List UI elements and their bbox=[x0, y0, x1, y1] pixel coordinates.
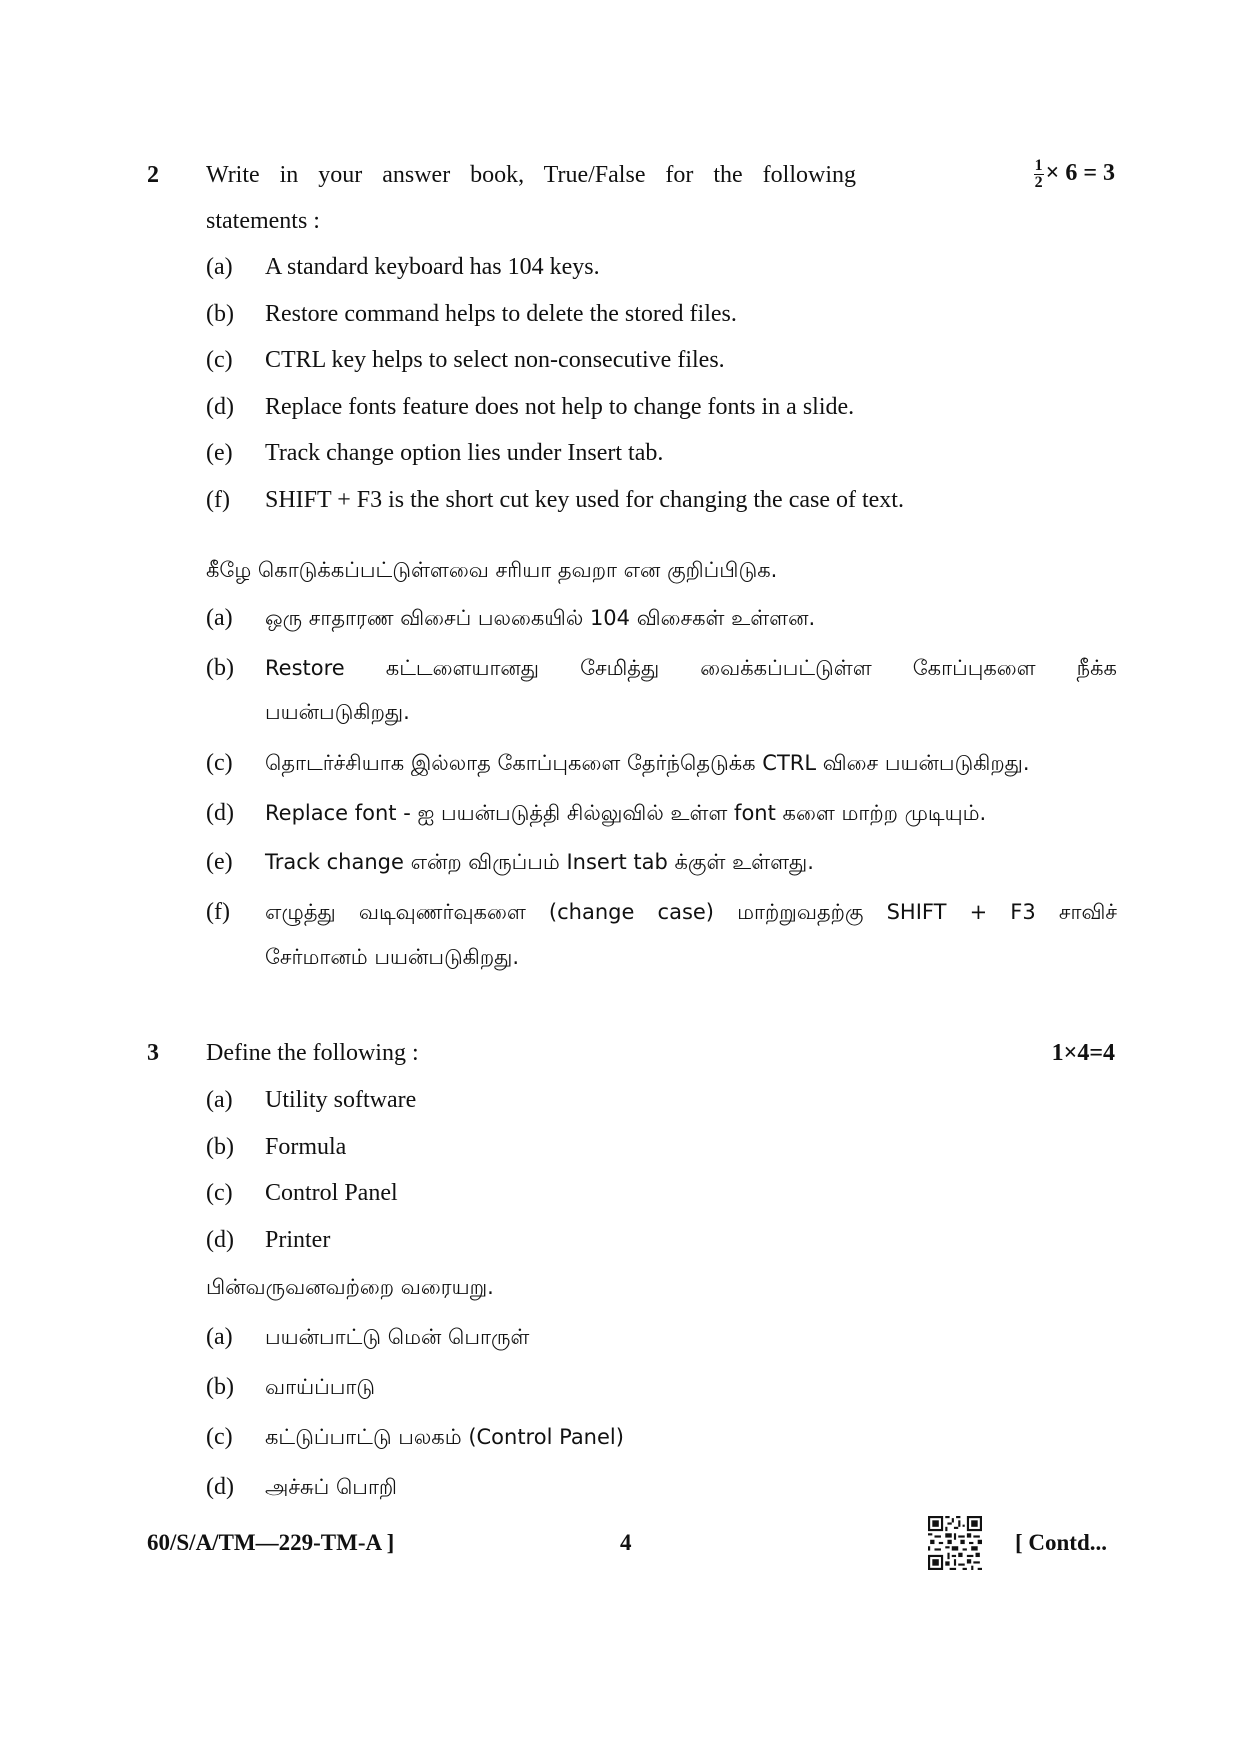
q3-ta-label-b: (b) bbox=[206, 1374, 234, 1400]
q3-ta-item-d: அச்சுப் பொறி bbox=[265, 1475, 397, 1499]
q3-en-item-c: Control Panel bbox=[265, 1180, 398, 1206]
q2-en-item-c: CTRL key helps to select non-consecutive files. bbox=[265, 347, 725, 373]
q2-ta-item-f: எழுத்து வடிவுணர்வுகளை (change case) மாற்றுவதற்கு SHIFT + F3 சாவிச் bbox=[265, 900, 1117, 924]
question-3-instruction: Define the following : bbox=[206, 1040, 419, 1066]
q2-en-label-f: (f) bbox=[206, 487, 230, 513]
question-2-instruction-line2: statements : bbox=[206, 208, 320, 234]
q2-en-label-d: (d) bbox=[206, 394, 234, 420]
q2-ta-label-d: (d) bbox=[206, 800, 234, 826]
marks-rest: × 6 = 3 bbox=[1045, 160, 1115, 187]
q2-ta-item-b: Restore கட்டளையானது சேமித்து வைக்கப்பட்டுள்ள கோப்புகளை நீக்க bbox=[265, 656, 1117, 680]
question-3-marks: 1×4=4 bbox=[1051, 1040, 1115, 1066]
q2-ta-label-b: (b) bbox=[206, 655, 234, 681]
q3-en-item-d: Printer bbox=[265, 1227, 331, 1253]
q2-ta-label-c: (c) bbox=[206, 750, 233, 776]
q2-ta-item-d: Replace font - ஐ பயன்படுத்தி சில்லுவில் உள்ள font களை மாற்ற முடியும். bbox=[265, 801, 987, 825]
fraction-denominator: 2 bbox=[1034, 174, 1043, 191]
question-2-instruction-tamil: கீழே கொடுக்கப்பட்டுள்ளவை சரியா தவறா என குறிப்பிடுக. bbox=[206, 558, 778, 582]
q2-en-label-e: (e) bbox=[206, 440, 233, 466]
q2-en-item-a: A standard keyboard has 104 keys. bbox=[265, 254, 600, 280]
q2-en-item-f: SHIFT + F3 is the short cut key used for changing the case of text. bbox=[265, 487, 904, 513]
q3-en-item-a: Utility software bbox=[265, 1087, 417, 1113]
question-2-number: 2 bbox=[147, 162, 159, 188]
question-3-number: 3 bbox=[147, 1040, 159, 1066]
q2-en-item-d: Replace fonts feature does not help to change fonts in a slide. bbox=[265, 394, 855, 420]
q2-ta-item-f-cont: சேர்மானம் பயன்படுகிறது. bbox=[265, 945, 520, 969]
q2-en-label-b: (b) bbox=[206, 301, 234, 327]
q2-ta-label-f: (f) bbox=[206, 899, 230, 925]
q2-ta-item-c: தொடர்ச்சியாக இல்லாத கோப்புகளை தேர்ந்தெடுக்க CTRL விசை பயன்படுகிறது. bbox=[265, 751, 1030, 775]
q3-en-label-a: (a) bbox=[206, 1087, 233, 1113]
q3-ta-item-b: வாய்ப்பாடு bbox=[265, 1375, 376, 1399]
q3-en-item-b: Formula bbox=[265, 1134, 347, 1160]
q3-ta-label-a: (a) bbox=[206, 1324, 233, 1350]
q3-ta-label-c: (c) bbox=[206, 1424, 233, 1450]
q3-en-label-c: (c) bbox=[206, 1180, 233, 1206]
q3-en-label-d: (d) bbox=[206, 1227, 234, 1253]
q2-ta-item-e: Track change என்ற விருப்பம் Insert tab க்குள் உள்ளது. bbox=[265, 850, 814, 874]
question-3-instruction-tamil: பின்வருவனவற்றை வரையறு. bbox=[206, 1275, 494, 1299]
question-2-marks bbox=[1034, 158, 1115, 191]
fraction-numerator: 1 bbox=[1034, 157, 1043, 174]
question-2-instruction-line1: Write in your answer book, True/False for the following bbox=[206, 162, 856, 188]
q3-ta-item-c: கட்டுப்பாட்டு பலகம் (Control Panel) bbox=[265, 1425, 624, 1449]
q3-en-label-b: (b) bbox=[206, 1134, 234, 1160]
q3-ta-label-d: (d) bbox=[206, 1474, 234, 1500]
marks-fraction bbox=[1034, 158, 1044, 191]
footer-contd: [ Contd... bbox=[1015, 1530, 1108, 1555]
qr-code-icon bbox=[928, 1516, 982, 1570]
q2-ta-item-b-cont: பயன்படுகிறது. bbox=[265, 700, 410, 724]
footer-page-number: 4 bbox=[620, 1530, 632, 1555]
q2-ta-label-a: (a) bbox=[206, 605, 233, 631]
q2-ta-label-e: (e) bbox=[206, 849, 233, 875]
q2-en-item-e: Track change option lies under Insert tab. bbox=[265, 440, 664, 466]
q2-en-label-a: (a) bbox=[206, 254, 233, 280]
q2-en-label-c: (c) bbox=[206, 347, 233, 373]
q2-en-item-b: Restore command helps to delete the stored files. bbox=[265, 301, 737, 327]
q2-ta-item-a: ஒரு சாதாரண விசைப் பலகையில் 104 விசைகள் உள்ளன. bbox=[265, 606, 816, 630]
q3-ta-item-a: பயன்பாட்டு மென் பொருள் bbox=[265, 1325, 530, 1349]
footer-paper-code: 60/S/A/TM—229-TM-A ] bbox=[147, 1530, 395, 1555]
